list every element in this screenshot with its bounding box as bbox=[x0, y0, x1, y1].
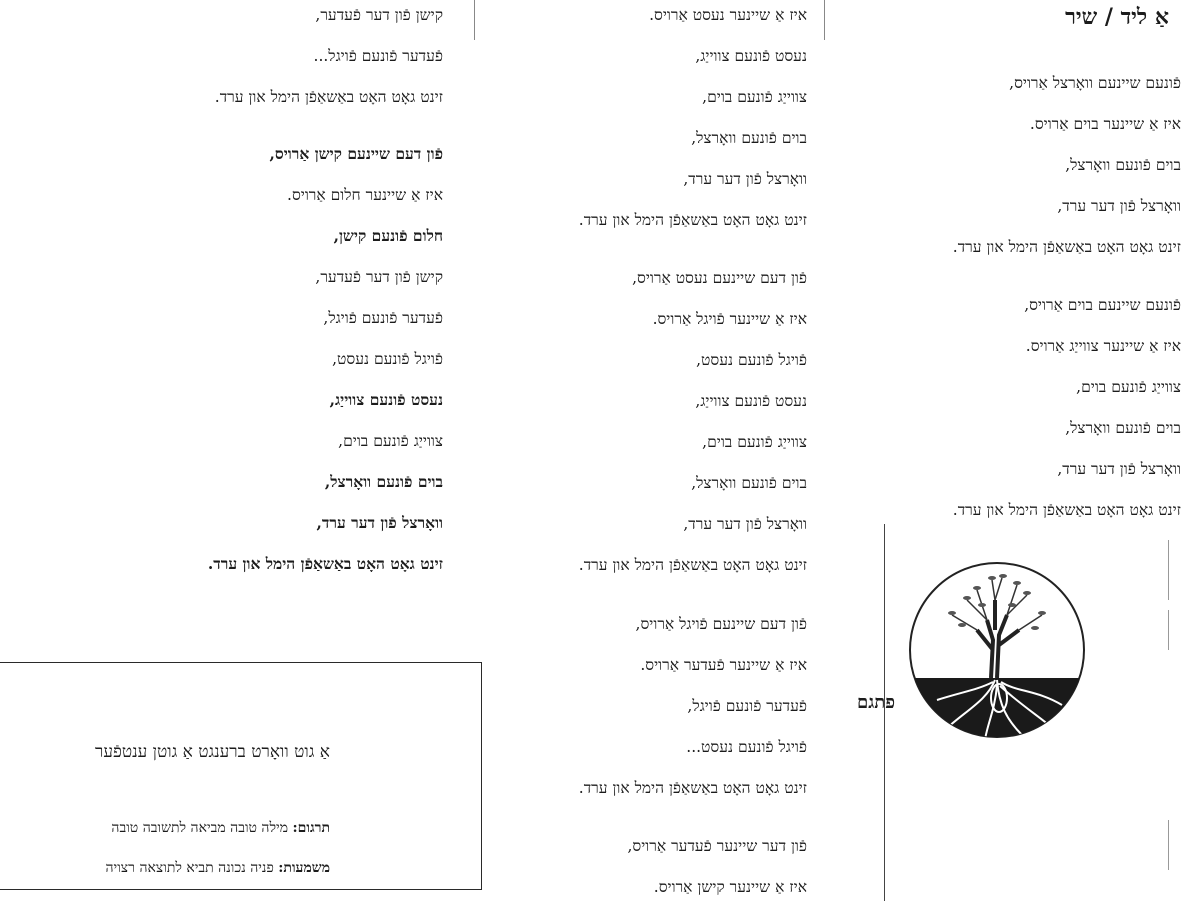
poem-line: פֿון דער שיינער פֿעדער אַרויס, bbox=[627, 837, 807, 855]
column-divider bbox=[824, 0, 825, 40]
poem-line: איז אַ שיינער בוים אַרויס. bbox=[1029, 115, 1181, 133]
translation-line bbox=[111, 820, 330, 837]
poem-line: וואָרצל פֿון דער ערד, bbox=[683, 170, 807, 188]
poem-line: איז אַ שיינער פֿעדער אַרויס. bbox=[640, 656, 807, 674]
translation-label: תרגום: bbox=[292, 820, 330, 836]
poem-line: פֿון דעם שיינעם נעסט אַרויס, bbox=[632, 269, 807, 287]
meaning-text: פניה נכונה תביא לתוצאה רצויה bbox=[105, 860, 274, 876]
poem-line: פֿונעם שיינעם בוים אַרויס, bbox=[1024, 296, 1181, 314]
poem-line: נעסט פֿונעם צווייַג, bbox=[695, 392, 807, 410]
meaning-line bbox=[105, 860, 330, 877]
poem-line: פֿעדער פֿונעם פֿויגל, bbox=[323, 309, 443, 327]
poem-line: וואָרצל פֿון דער ערד, bbox=[1057, 197, 1181, 215]
poem-line: צווייַג פֿונעם בוים, bbox=[702, 433, 807, 451]
tree-illustration-frame bbox=[884, 524, 1175, 901]
column-divider bbox=[474, 0, 475, 40]
poem-line: פֿון דעם שיינעם קישן אַרויס, bbox=[269, 144, 443, 163]
poem-line: זינט גאָט האָט באַשאַפֿן הימל און ערד. bbox=[952, 501, 1181, 519]
poem-line: איז אַ שיינער חלום אַרויס. bbox=[287, 186, 443, 204]
poem-title: אַ ליד / שיר bbox=[1065, 4, 1169, 30]
poem-line: זינט גאָט האָט באַשאַפֿן הימל און ערד. bbox=[207, 554, 443, 573]
poem-line: צווייַג פֿונעם בוים, bbox=[702, 88, 807, 106]
poem-line: פֿעדער פֿונעם פֿויגל... bbox=[313, 47, 443, 65]
divider bbox=[1168, 540, 1169, 600]
poem-line: וואָרצל פֿון דער ערד, bbox=[316, 513, 443, 532]
poem-line: זינט גאָט האָט באַשאַפֿן הימל און ערד. bbox=[578, 556, 807, 574]
poem-line: זינט גאָט האָט באַשאַפֿן הימל און ערד. bbox=[578, 779, 807, 797]
poem-line: חלום פֿונעם קישן, bbox=[333, 226, 443, 245]
poem-line: איז אַ שיינער קישן אַרויס. bbox=[653, 878, 807, 896]
proverb-title: פתגם bbox=[857, 692, 895, 713]
poem-line: פֿונעם שיינעם וואָרצל אַרויס, bbox=[1009, 74, 1181, 92]
divider bbox=[1168, 610, 1169, 650]
proverb-box bbox=[0, 662, 482, 890]
poem-line: איז אַ שיינער צווייַג אַרויס. bbox=[1025, 337, 1181, 355]
proverb-text: אַ גוט וואָרט ברענגט אַ גוטן ענטפֿער bbox=[94, 742, 330, 762]
poem-line: נעסט פֿונעם צווייַג, bbox=[329, 390, 443, 409]
translation-text: מילה טובה מביאה לתשובה טובה bbox=[111, 820, 289, 836]
poem-line: זינט גאָט האָט באַשאַפֿן הימל און ערד. bbox=[952, 238, 1181, 256]
poem-line: צווייַג פֿונעם בוים, bbox=[338, 432, 443, 450]
poem-line: איז אַ שיינער נעסט אַרויס. bbox=[649, 6, 807, 24]
poem-line: זינט גאָט האָט באַשאַפֿן הימל און ערד. bbox=[578, 211, 807, 229]
poem-line: וואָרצל פֿון דער ערד, bbox=[1057, 460, 1181, 478]
poem-line: קישן פֿון דער פֿעדער, bbox=[315, 6, 443, 24]
poem-line: בוים פֿונעם וואָרצל, bbox=[691, 129, 807, 147]
tree-icon bbox=[907, 560, 1087, 740]
poem-line: פֿויגל פֿונעם נעסט, bbox=[332, 350, 443, 368]
poem-line: בוים פֿונעם וואָרצל, bbox=[1065, 156, 1181, 174]
poem-line: זינט גאָט האָט באַשאַפֿן הימל און ערד. bbox=[214, 88, 443, 106]
poem-line: איז אַ שיינער פֿויגל אַרויס. bbox=[652, 310, 807, 328]
divider bbox=[1168, 820, 1169, 870]
meaning-label: משמעות: bbox=[278, 860, 330, 876]
poem-line: צווייַג פֿונעם בוים, bbox=[1076, 378, 1181, 396]
poem-line: וואָרצל פֿון דער ערד, bbox=[683, 515, 807, 533]
poem-line: בוים פֿונעם וואָרצל, bbox=[691, 474, 807, 492]
poem-line: פֿון דעם שיינעם פֿויגל אַרויס, bbox=[635, 615, 807, 633]
poem-line: נעסט פֿונעם צווייַג, bbox=[695, 47, 807, 65]
poem-line: פֿויגל פֿונעם נעסט, bbox=[696, 351, 807, 369]
poem-line: בוים פֿונעם וואָרצל, bbox=[1065, 419, 1181, 437]
poem-line: פֿויגל פֿונעם נעסט... bbox=[686, 738, 807, 756]
poem-line: בוים פֿונעם וואָרצל, bbox=[324, 472, 443, 491]
poem-line: קישן פֿון דער פֿעדער, bbox=[315, 268, 443, 286]
poem-line: פֿעדער פֿונעם פֿויגל, bbox=[687, 697, 807, 715]
